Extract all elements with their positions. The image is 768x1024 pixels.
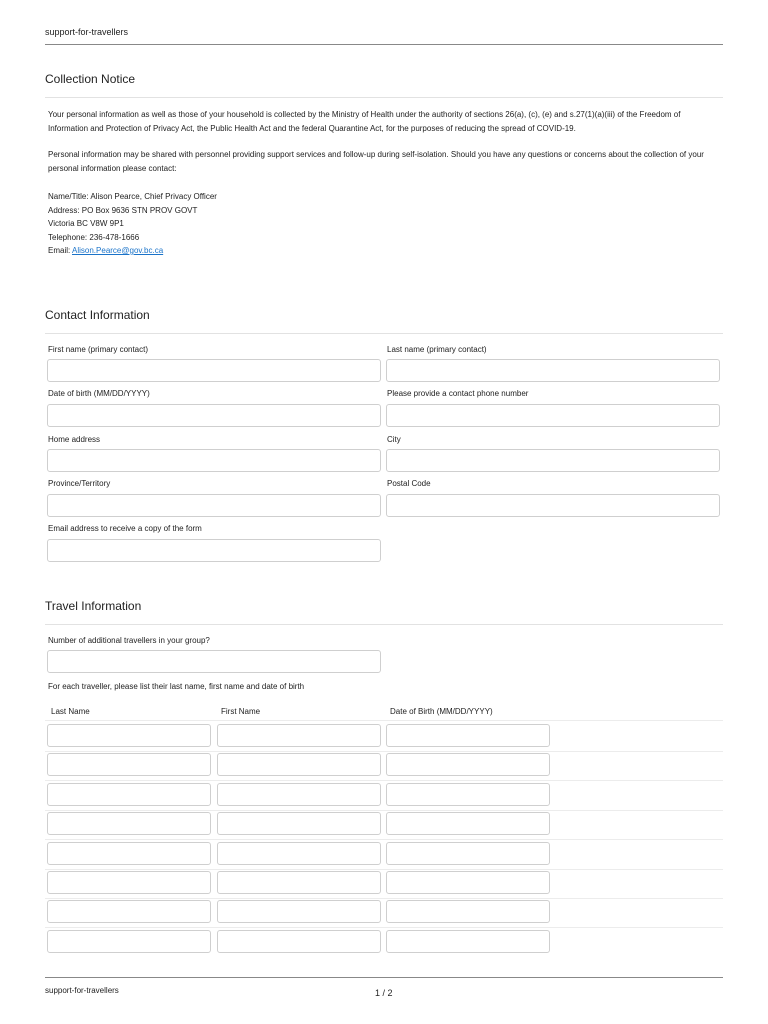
page-number: 1 / 2 [375, 988, 393, 998]
phone-label: Please provide a contact phone number [387, 389, 529, 398]
contact-information-divider [45, 333, 723, 334]
collection-notice-title: Collection Notice [45, 72, 136, 86]
traveller-last-name-input[interactable] [47, 900, 211, 923]
privacy-contact-block [48, 190, 217, 258]
table-row-divider [45, 780, 723, 781]
traveller-first-name-input[interactable] [217, 753, 381, 776]
last-name-input[interactable] [386, 359, 720, 382]
traveller-date-of-birth-input[interactable] [386, 930, 550, 953]
last-name-label: Last name (primary contact) [387, 345, 487, 354]
privacy-contact-email-label: Email: [48, 246, 73, 255]
traveller-date-of-birth-input[interactable] [386, 900, 550, 923]
province-input[interactable] [47, 494, 381, 517]
postal-code-label: Postal Code [387, 479, 431, 488]
header-divider [45, 44, 723, 45]
page-footer-text: support-for-travellers [45, 986, 119, 995]
home-address-input[interactable] [47, 449, 381, 472]
traveller-last-name-input[interactable] [47, 812, 211, 835]
traveller-first-name-input[interactable] [217, 900, 381, 923]
postal-code-input[interactable] [386, 494, 720, 517]
contact-information-title: Contact Information [45, 308, 150, 322]
traveller-last-name-input[interactable] [47, 783, 211, 806]
traveller-date-of-birth-input[interactable] [386, 783, 550, 806]
traveller-last-name-input[interactable] [47, 724, 211, 747]
traveller-date-of-birth-input[interactable] [386, 812, 550, 835]
additional-travellers-input[interactable] [47, 650, 381, 673]
traveller-first-name-input[interactable] [217, 724, 381, 747]
privacy-contact-city: Victoria BC V8W 9P1 [48, 219, 124, 228]
privacy-contact-email-row [48, 244, 217, 258]
travel-information-divider [45, 624, 723, 625]
privacy-contact-telephone: Telephone: 236-478-1666 [48, 232, 140, 242]
city-label: City [387, 435, 401, 444]
phone-input[interactable] [386, 404, 720, 427]
table-row-divider [45, 751, 723, 752]
traveller-date-of-birth-input[interactable] [386, 842, 550, 865]
travel-information-title: Travel Information [45, 599, 142, 613]
city-input[interactable] [386, 449, 720, 472]
privacy-contact-address: Address: PO Box 9636 STN PROV GOVT [48, 205, 198, 215]
date-of-birth-input[interactable] [47, 404, 381, 427]
province-label: Province/Territory [48, 479, 111, 488]
traveller-first-name-input[interactable] [217, 783, 381, 806]
traveller-last-name-input[interactable] [47, 842, 211, 865]
table-row-divider [45, 927, 723, 928]
traveller-date-of-birth-input[interactable] [386, 753, 550, 776]
table-row-divider [45, 839, 723, 840]
traveller-first-name-input[interactable] [217, 812, 381, 835]
traveller-last-name-input[interactable] [47, 871, 211, 894]
privacy-contact-name: Name/Title: Alison Pearce, Chief Privacy Officer [48, 192, 217, 201]
privacy-contact-email-link[interactable]: Alison.Pearce@gov.bc.ca [72, 246, 164, 255]
collection-notice-paragraph-1: Your personal information as well as those of your household is collected by the Ministry of Health under the authority of sections 26(a), (c), (e) and s.27(1)(a)(iii) of the Freedom of Information and Protection of Privacy Act, the Public Health Act and the federal Quarantine Act, for the purposes of reducing the spread of COVID-19. [48, 110, 681, 133]
collection-notice-paragraph-2: Personal information may be shared with personnel providing support services and follow-up during self-isolation. Should you have any questions or concerns about the collection of your personal information please contact: [48, 150, 704, 173]
footer-divider [45, 977, 723, 978]
date-of-birth-label: Date of birth (MM/DD/YYYY) [48, 389, 150, 398]
table-row-divider [45, 869, 723, 870]
table-row-divider [45, 810, 723, 811]
first-name-input[interactable] [47, 359, 381, 382]
first-name-label: First name (primary contact) [48, 345, 149, 354]
traveller-last-name-input[interactable] [47, 930, 211, 953]
table-header-divider [45, 720, 723, 721]
email-copy-input[interactable] [47, 539, 381, 562]
home-address-label: Home address [48, 435, 101, 444]
traveller-first-name-input[interactable] [217, 871, 381, 894]
traveller-last-name-input[interactable] [47, 753, 211, 776]
email-copy-label: Email address to receive a copy of the form [48, 524, 202, 533]
traveller-date-of-birth-input[interactable] [386, 871, 550, 894]
collection-notice-divider [45, 97, 723, 98]
column-header-last-name: Last Name [51, 707, 90, 716]
page-header-text: support-for-travellers [45, 27, 129, 37]
column-header-date-of-birth: Date of Birth (MM/DD/YYYY) [390, 707, 493, 716]
traveller-first-name-input[interactable] [217, 930, 381, 953]
additional-travellers-label: Number of additional travellers in your group? [48, 636, 210, 645]
column-header-first-name: First Name [221, 707, 261, 716]
traveller-first-name-input[interactable] [217, 842, 381, 865]
table-row-divider [45, 898, 723, 899]
traveller-list-instruction: For each traveller, please list their last name, first name and date of birth [48, 682, 305, 691]
traveller-date-of-birth-input[interactable] [386, 724, 550, 747]
